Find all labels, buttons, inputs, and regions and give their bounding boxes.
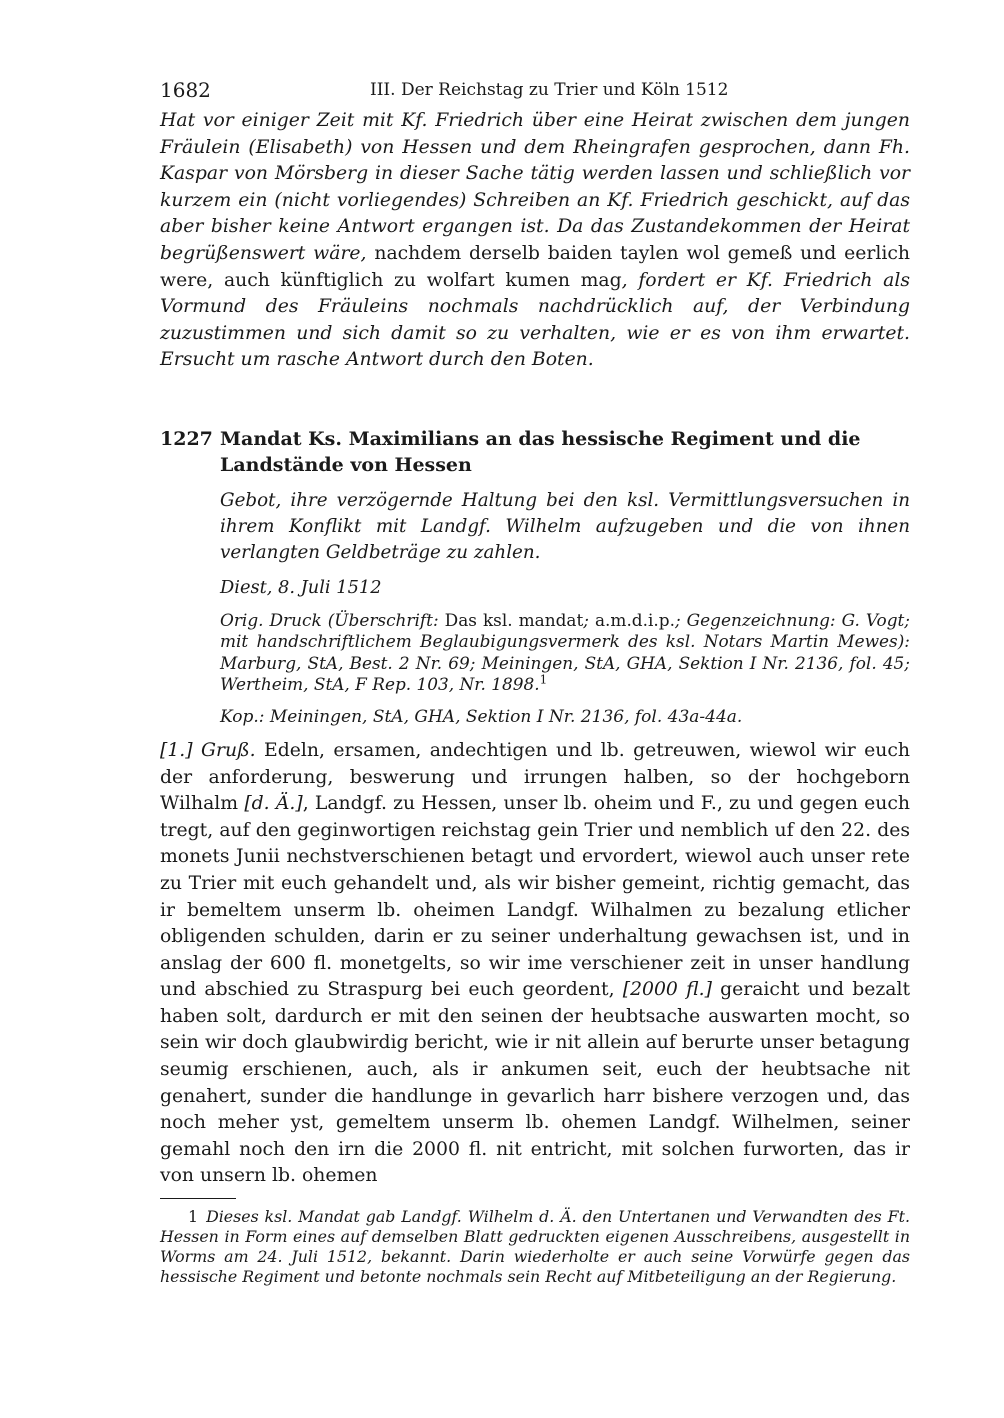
entry-title: Mandat Ks. Maximilians an das hessische Regiment und die Landstände von Hessen [220, 427, 861, 476]
entry-number: 1227 [160, 427, 213, 450]
prev-summary-part-1: Hat vor einiger Zeit mit Kf. Friedrich über eine Heirat zwischen dem jungen Fräulein (Elisabeth) von Hessen und dem Rheingrafen gesprochen, dann Fh. Kaspar von Mörsberg in dieser Sache tätig werden lassen und schließlich vor kurzem ein (nicht vorliegendes) Schreiben an Kf. Friedrich geschickt, auf das aber bisher keine Antwort ergangen ist. Da das Zustandekommen der Heirat begrüßenswert wäre, [160, 110, 910, 264]
entry-place-date: Diest, 8. Juli 1512 [220, 576, 382, 598]
previous-entry-text [160, 108, 910, 374]
footnote-text: Dieses ksl. Mandat gab Landgf. Wilhelm d. Ä. den Untertanen und Verwandten des Ft. Hessen in Form eines auf demselben Blatt gedruckten eigenen Ausschreibens, ausgestellt in Worms am 24. Juli 1512, bekannt. Darin wiederholte er auch seine Vorwürfe gegen das hessische Regiment und betonte nochmals sein Recht auf Mitbeteiligung an der Regierung. [160, 1207, 910, 1287]
entry-copy-note: Kop.: Meiningen, StA, GHA, Sektion I Nr. 2136, fol. 43a-44a. [220, 706, 743, 727]
document-page [160, 78, 910, 1287]
running-header [160, 78, 910, 108]
main-text: [1.] Gruß. Edeln, ersamen, andechtigen und lb. getreuwen, wiewol wir euch der anforderung, beswerung und irrungen halben, so der hochgeborn Wilhalm [d. Ä.], Landgf. zu Hessen, unser lb. oheim und F., zu und gegen euch tregt, auf den geginwortigen reichstag gein Trier und nemblich uf den 22. des monets Junii nechstverschienen betagt und ervordert, wiewol auch unser rete zu Trier mit euch gehandelt und, als wir bisher gemeint, richtig gemacht, das ir bemeltem unserm lb. oheimen Landgf. Wilhalmen zu bezalung etlicher obligenden schulden, darin er zu seiner underhaltung gewachsen ist, und in anslag der 600 fl. monetgelts, so wir ime verschiener zeit in unser handlung und abschied zu Straspurg bei euch geordent, [2000 fl.] geraicht und bezalt haben solt, dardurch er mit den seinen der heubtsache auswarten mocht, so sein wir doch glaubwirdig bericht, wie ir nit allein auf berurte unser betagung seumig erschienen, auch, als ir ankumen seit, euch der heubtsache nit genahert, sunder die handlunge in gevarlich harr bishere verzogen und, das noch meher yst, gemeltem unserm lb. ohemen Landgf. Wilhelmen, seiner gemahl noch den irn die 2000 fl. nit entricht, mit solchen furworten, das ir von unsern lb. ohemen [160, 739, 911, 1187]
entry-summary: Gebot, ihre verzögernde Haltung bei den ksl. Vermittlungsversuchen in ihrem Konflikt mit Landgf. Wilhelm aufzugeben und die von ihnen verlangten Geldbeträge zu zahlen. [220, 489, 910, 563]
footnote-number: 1 [188, 1207, 199, 1227]
entry-regest [220, 488, 910, 728]
entry-source: Orig. Druck (Überschrift: Das ksl. mandat; a.m.d.i.p.; Gegenzeichnung: G. Vogt; mit handschriftlichem Beglaubigungsvermerk des ksl. Notars Martin Mewes): Marburg, StA, Best. 2 Nr. 69; Meiningen, StA, GHA, Sektion I Nr. 2136, fol. 45; Wertheim, StA, F Rep. 103, Nr. 1898.$^1$ [220, 609, 910, 695]
entry-heading [160, 426, 910, 478]
page-number: 1682 [160, 78, 211, 102]
footnote-rule [160, 1198, 236, 1199]
section-spacer [160, 374, 910, 426]
footnote-reference[interactable]: 1 [539, 672, 548, 687]
footnote [160, 1207, 910, 1287]
prev-quote: nachdem derselb baiden taylen wol gemeß und eerlich were, auch künftiglich zu wolfart kumen mag [160, 242, 910, 291]
running-title: III. Der Reichstag zu Trier und Köln 1512 [370, 80, 729, 100]
prev-summary-part-2: , fordert er Kf. Friedrich als Vormund des Fräuleins nochmals nachdrücklich auf, der Verbindung zuzustimmen und sich damit so zu verhalten, wie er es von ihm erwartet. Ersucht um rasche Antwort durch den Boten. [160, 269, 910, 371]
